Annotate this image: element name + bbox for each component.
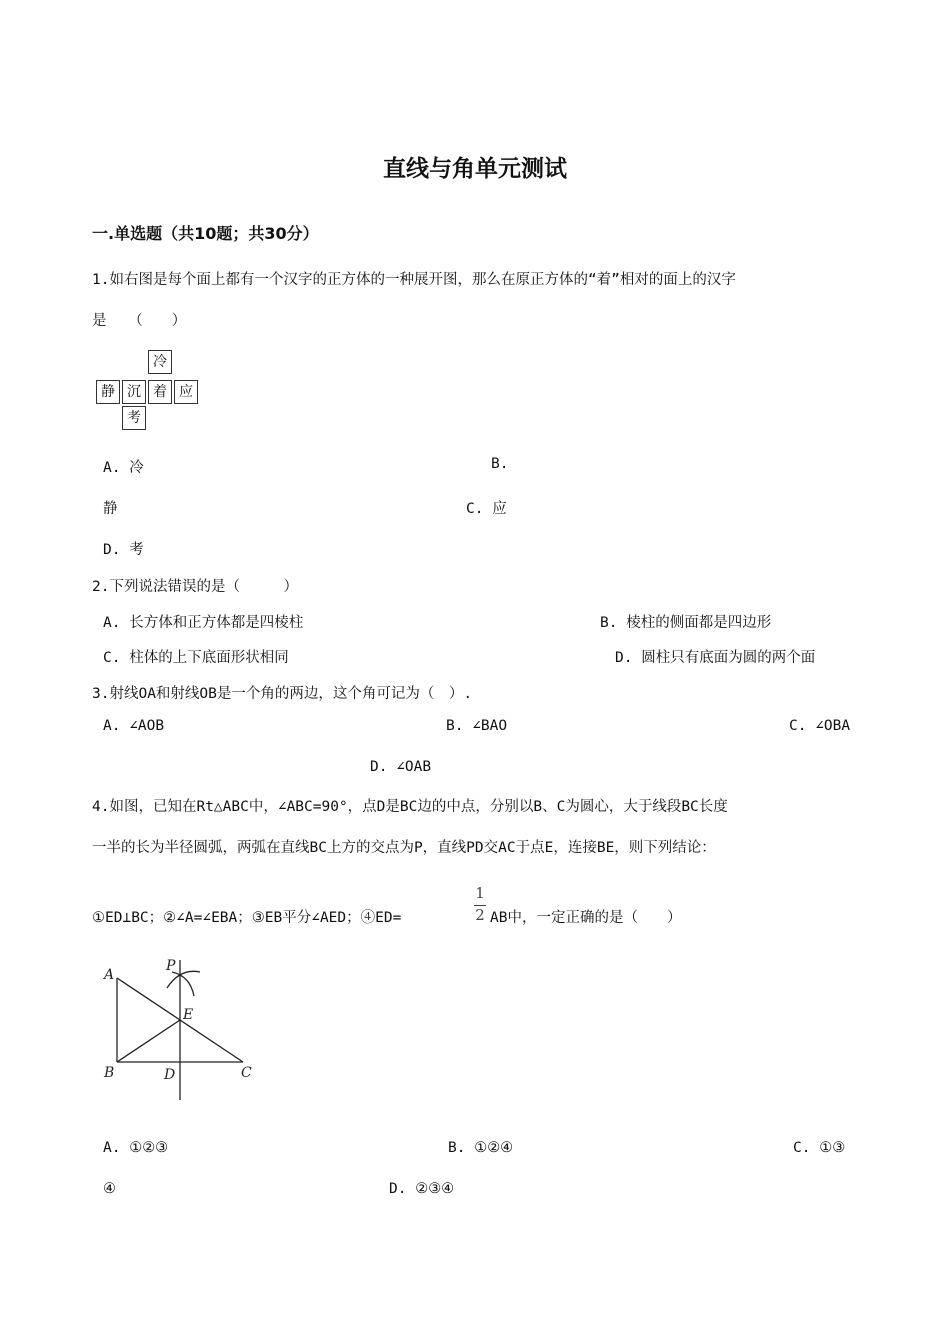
q1-stem-line1: 1.如右图是每个面上都有一个汉字的正方体的一种展开图，那么在原正方体的“着”相对的面上的汉字 xyxy=(92,272,736,288)
label-b: B xyxy=(104,1065,115,1081)
q1-option-b[interactable]: B. xyxy=(491,456,509,472)
fraction-denominator: 2 xyxy=(475,906,485,924)
arc-from-c xyxy=(172,972,194,996)
q4-option-b[interactable]: B. ①②④ xyxy=(448,1140,514,1156)
label-c: C xyxy=(241,1065,252,1081)
net-face-2: 沉 xyxy=(122,380,146,404)
q4-option-c-wrap: ④ xyxy=(103,1181,116,1197)
net-face-3: 着 xyxy=(148,380,172,404)
segment-be xyxy=(117,1020,180,1062)
label-a: A xyxy=(104,967,115,983)
q1-option-a[interactable]: A. 冷 xyxy=(103,460,144,476)
net-face-4: 应 xyxy=(174,380,198,404)
q1-option-b-text: 静 xyxy=(103,501,118,517)
q3-stem: 3.射线OA和射线OB是一个角的两边，这个角可记为（ ）. xyxy=(92,686,473,702)
q2-stem: 2.下列说法错误的是（ ） xyxy=(92,579,298,595)
section-heading: 一.单选题（共10题；共30分） xyxy=(92,224,319,243)
q2-option-d[interactable]: D. 圆柱只有底面为圆的两个面 xyxy=(615,650,816,666)
page-title: 直线与角单元测试 xyxy=(383,156,567,182)
q4-option-a[interactable]: A. ①②③ xyxy=(103,1140,169,1156)
q3-option-d[interactable]: D. ∠OAB xyxy=(370,759,432,775)
q4-option-c[interactable]: C. ①③ xyxy=(793,1140,846,1156)
net-face-bottom: 考 xyxy=(122,406,146,430)
q2-option-b[interactable]: B. 棱柱的侧面都是四边形 xyxy=(600,615,772,631)
q4-stem-line1: 4.如图，已知在Rt△ABC中，∠ABC=90°，点D是BC边的中点，分别以B、C为圆心，大于线段BC长度 xyxy=(92,799,728,815)
label-p: P xyxy=(166,958,176,974)
label-d: D xyxy=(164,1067,176,1083)
q1-option-c[interactable]: C. 应 xyxy=(466,501,507,517)
label-e: E xyxy=(183,1007,194,1023)
q4-stem-line2: 一半的长为半径圆弧，两弧在直线BC上方的交点为P，直线PD交AC于点E，连接BE，则下列结论： xyxy=(92,840,716,856)
q4-option-d[interactable]: D. ②③④ xyxy=(389,1181,455,1197)
q2-option-c[interactable]: C. 柱体的上下底面形状相同 xyxy=(103,650,289,666)
q3-option-a[interactable]: A. ∠AOB xyxy=(103,718,165,734)
q4-stem-line3-pre: ①ED⊥BC；②∠A=∠EBA；③EB平分∠AED；④ED= xyxy=(92,910,402,926)
fraction-numerator: 1 xyxy=(475,884,485,902)
q2-option-a[interactable]: A. 长方体和正方体都是四棱柱 xyxy=(103,615,304,631)
q1-option-d[interactable]: D. 考 xyxy=(103,542,144,558)
net-face-1: 静 xyxy=(96,380,120,404)
net-face-top: 冷 xyxy=(148,350,172,374)
q4-stem-line3-post: AB中，一定正确的是（ ） xyxy=(490,910,682,926)
q3-option-b[interactable]: B. ∠BAO xyxy=(446,718,508,734)
q1-stem-line2: 是 （ ） xyxy=(92,313,187,329)
q3-option-c[interactable]: C. ∠OBA xyxy=(789,718,851,734)
